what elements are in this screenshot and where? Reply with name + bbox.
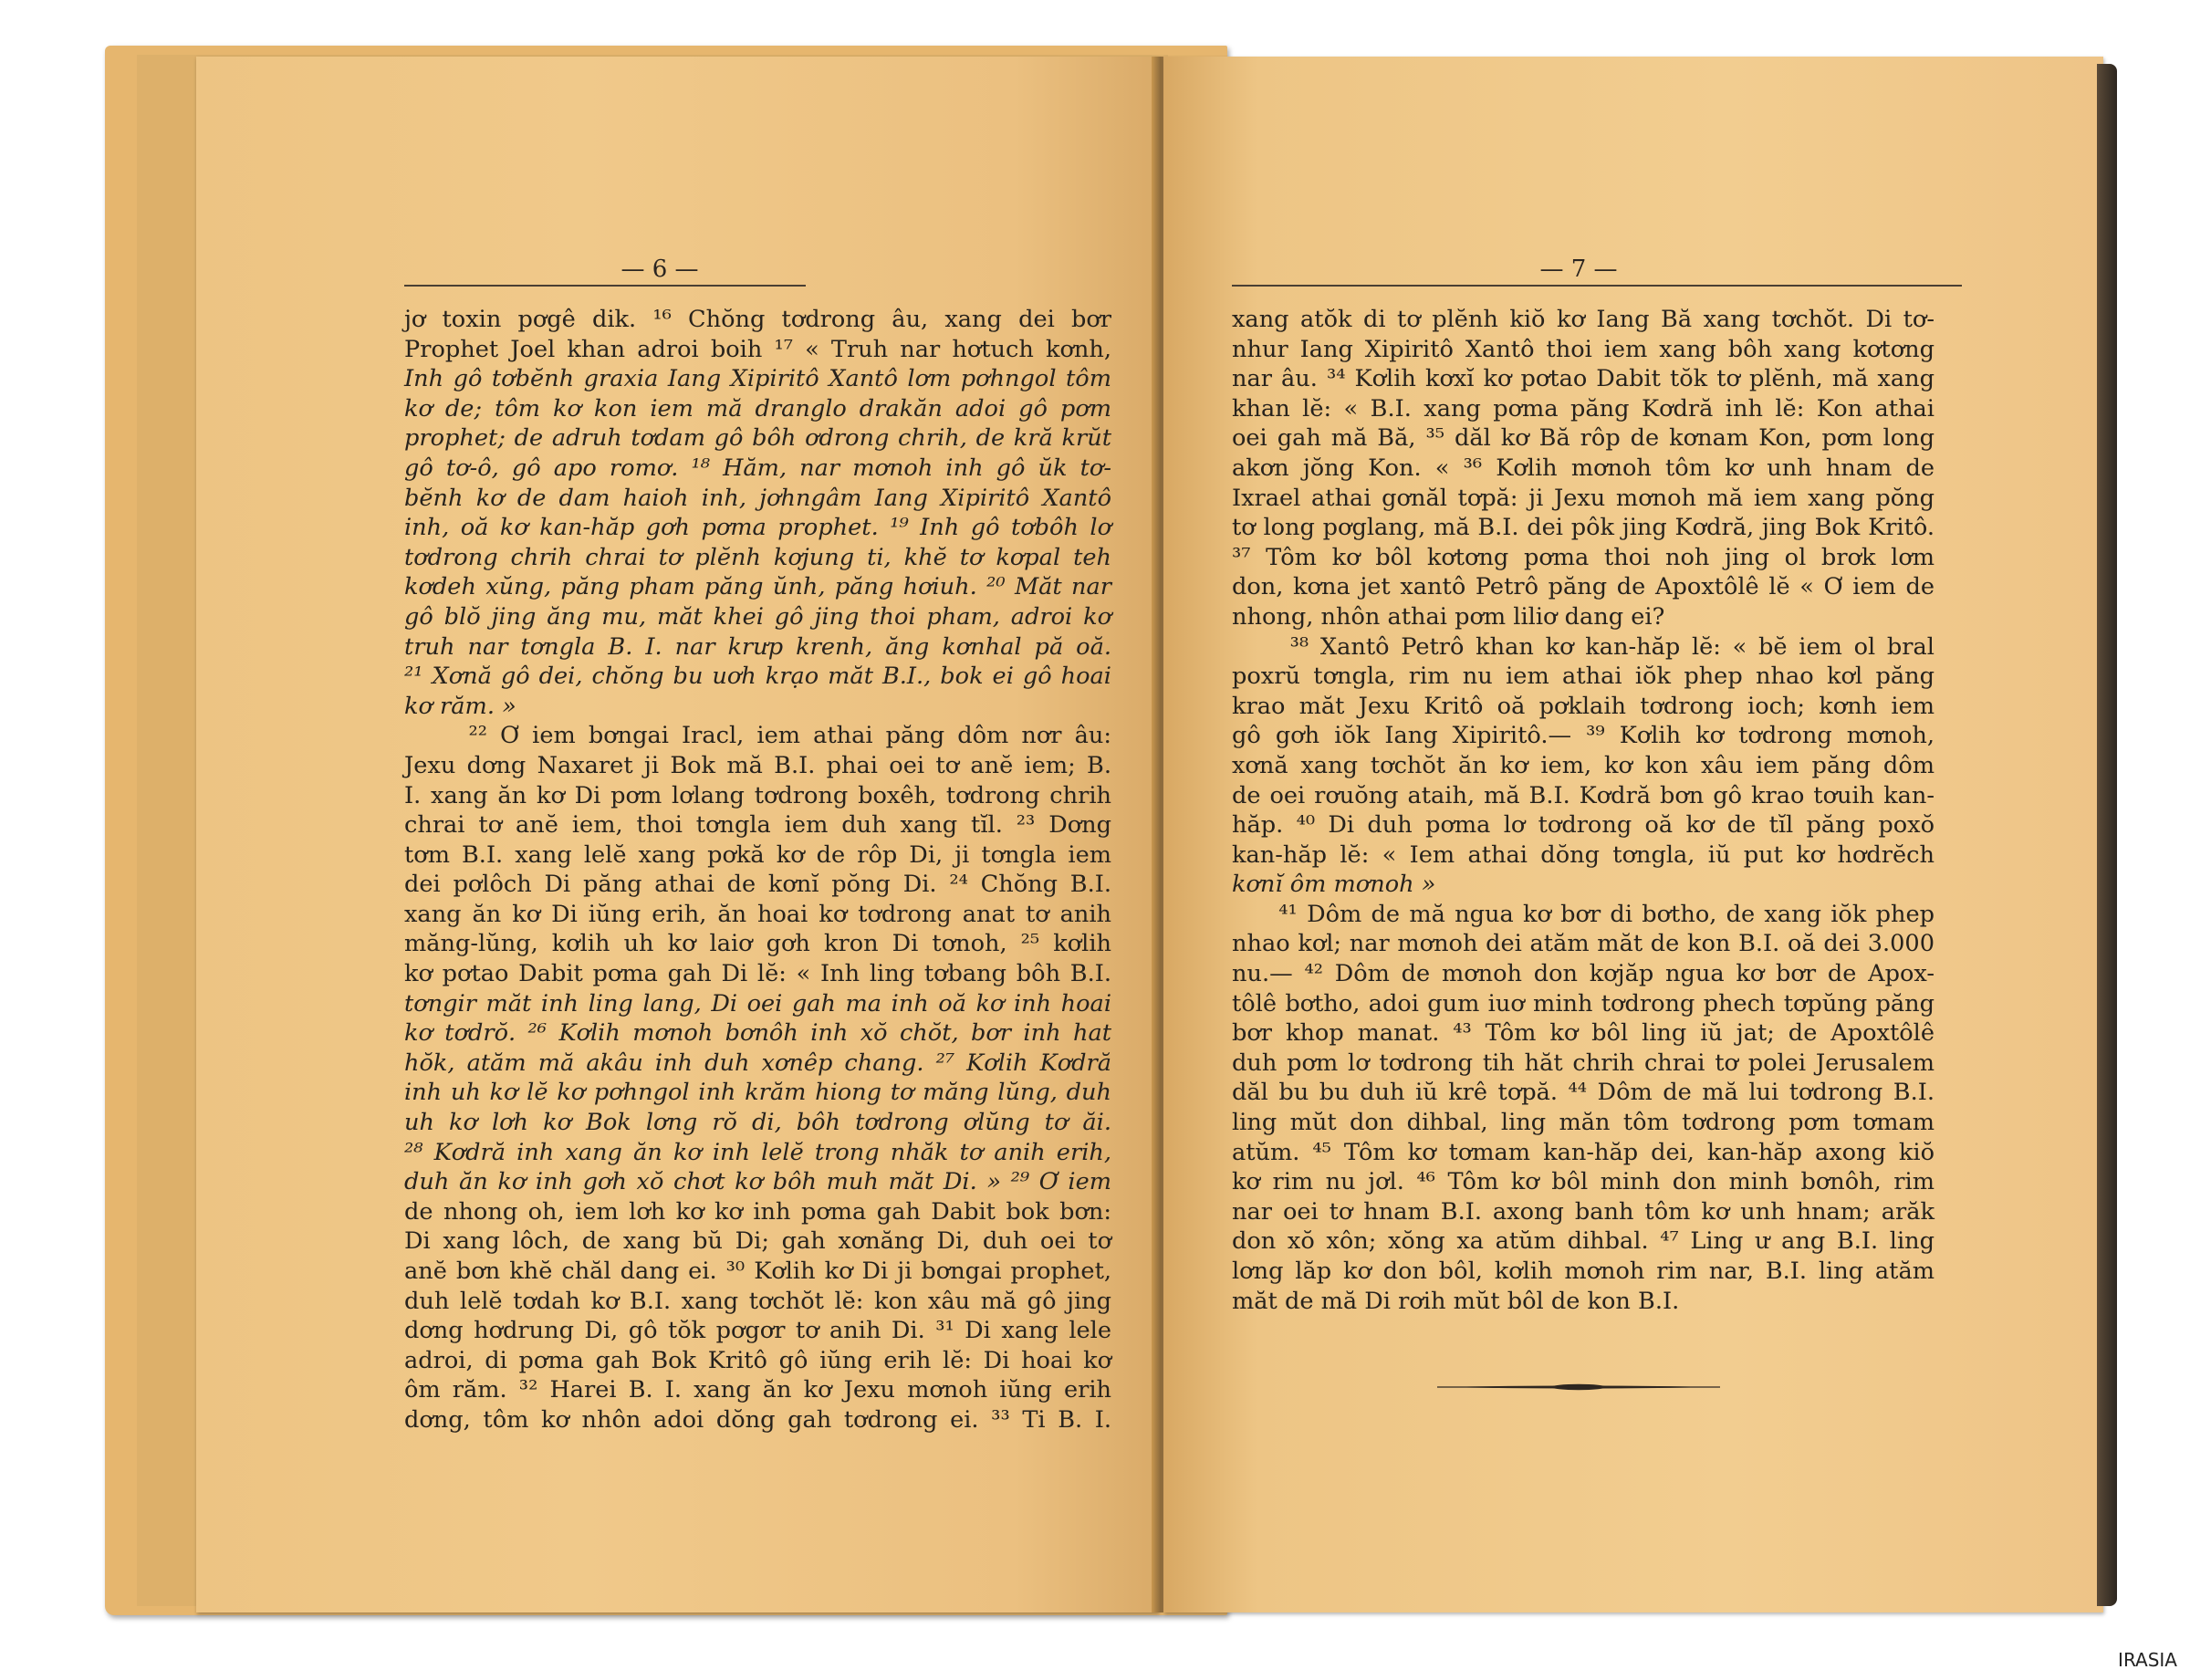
left-page-text-line: ²⁸ Kơdră inh xang ăn kơ inh lelĕ trong nhăk tơ anih erih, (404, 1138, 1111, 1166)
left-page-text-line: duh lelĕ tơdah kơ B.I. xang tơchŏt lĕ: kon xâu mă gô jing (404, 1287, 1111, 1315)
right-page-text-line: poxrŭ tơngla, rim nu iem athai iŏk phep nhao kơl păng (1232, 663, 1934, 691)
left-page-text-line: truh nar tơngla B. I. nar krưp krenh, ăng kơnhal pă oă. (404, 632, 1111, 661)
right-page-text-line: ³⁸ Xantô Petrô khan kơ kan-hăp lĕ: « bĕ iem ol bral (1232, 632, 1934, 661)
left-page-text-line: I. xang ăn kơ Di pơm lơlang tơdrong boxêh, tơdrong chrih (404, 781, 1111, 809)
left-page-text-line: Jexu dơng Naxaret ji Bok mă B.I. phai oei tơ anĕ iem; B. (404, 751, 1111, 779)
right-page-text-line: gô gơh iŏk Iang Xipiritô.— ³⁹ Kơlih kơ tơdrong mơnoh, (1232, 722, 1934, 750)
left-page-text-line: kơdeh xŭng, păng pham păng ŭnh, păng hơiuh. ²⁰ Măt nar (404, 573, 1111, 601)
right-page-text-line: tôlê bơtho, adoi gum iuơ minh tơdrong phech tơpŭng păng (1232, 989, 1934, 1017)
left-page-text-line: Prophet Joel khan adroi boih ¹⁷ « Truh nar hơtuch kơnh, (404, 335, 1111, 363)
left-page-text-line: jơ toxin pơgê dik. ¹⁶ Chŏng tơdrong âu, xang dei bơr (404, 306, 1111, 333)
right-page-text-line: oei gah mă Bă, ³⁵ dăl kơ Bă rôp de kơnam Kon, pơm long (1232, 424, 1934, 453)
right-page-text-line: Ixrael athai gơnăl tơpă: ji Jexu mơnoh mă iem xang pŏng (1232, 484, 1934, 512)
right-page-number: — 7 — (1539, 256, 1618, 283)
right-page-text-line: lơng lăp kơ don bôl, kơlih mơnoh rim nar, B.I. ling atăm (1232, 1257, 1934, 1285)
right-page-header (1163, 256, 2103, 283)
right-page-text-line: duh pơm lơ tơdrong tih hăt chrih chrai tơ polei Jerusalem (1232, 1049, 1934, 1077)
left-page-text-line: anĕ bơn khĕ chăl dang ei. ³⁰ Kơlih kơ Di ji bơngai prophet, (404, 1257, 1111, 1285)
left-page-text-line: inh uh kơ lĕ kơ pơhngol inh krăm hiong tơ măng lŭng, duh (404, 1079, 1111, 1107)
left-page-text-line: hŏk, atăm mă akâu inh duh xơnêp chang. ²⁷ Kơlih Kơdră (404, 1049, 1111, 1077)
left-page-text-line: Di xang lôch, de xang bŭ Di; gah xơnăng Di, duh oei tơ (404, 1227, 1111, 1256)
left-header-rule (404, 285, 806, 287)
left-page-text (404, 305, 1111, 1435)
left-page-text-line: xang ăn kơ Di iŭng erih, ăn hoai kơ tơdrong anat tơ anih (404, 900, 1111, 928)
left-page-header (196, 256, 1159, 283)
left-page-text-line: prophet; de adruh tơdam gô bôh ơdrong chrih, de kră krŭt (404, 424, 1111, 453)
left-page-text-line: dei pơlôch Di păng athai de kơnĭ pŏng Di. ²⁴ Chŏng B.I. (404, 871, 1111, 899)
left-page-text-line: uh kơ lơh kơ Bok lơng rŏ di, bôh tơdrong ơlŭng tơ ăi. (404, 1109, 1111, 1137)
right-page-text-line: nar âu. ³⁴ Kơlih kơxĭ kơ pơtao Dabit tŏk tơ plĕnh, mă xang (1232, 365, 1934, 393)
right-page-text-line: xang atŏk di tơ plĕnh kiŏ kơ Iang Bă xang tơchŏt. Di tơ- (1232, 306, 1934, 333)
left-page-text-line: ²² Ơ iem bơngai Iracl, iem athai păng dôm nơr âu: (404, 722, 1111, 750)
end-ornament-rule (1437, 1375, 1720, 1399)
right-page-text-line: tơ long pơglang, mă B.I. dei pôk jing Kơdră, jing Bok Kritô. (1232, 514, 1934, 542)
right-page-text-line: ling mŭt don dihbal, ling măn tôm tơdrong pơm tơmam (1232, 1109, 1934, 1137)
watermark-label: IRASIA (2118, 1649, 2177, 1671)
left-page-text-line: kơ de; tôm kơ kon iem mă dranglo drakăn adoi gô pơm (404, 394, 1111, 423)
left-page-text-line: dơng hơdrung Di, gô tŏk pơgơr tơ anih Di. ³¹ Di xang lele (404, 1317, 1111, 1345)
right-page-text-line: kơ rim nu jơl. ⁴⁶ Tôm kơ bôl minh don minh bơnôh, rim (1232, 1168, 1934, 1196)
left-page-text-line: de nhong oh, iem lơh kơ kơ inh pơma gah Dabit bok bơn: (404, 1197, 1111, 1226)
right-page-text-line: bơr khop manat. ⁴³ Tôm kơ bôl ling iŭ jat; de Apoxtôlê (1232, 1019, 1934, 1048)
left-page-text-line: kơ răm. » (404, 692, 516, 720)
left-page-text-line: Inh gô tơbĕnh graxia Iang Xipiritô Xantô lơm pơhngol tôm (404, 365, 1111, 393)
left-page-text-line: inh, oă kơ kan-hăp gơh pơma prophet. ¹⁹ Inh gô tơbôh lơ (404, 514, 1111, 542)
left-page-text-line: kơ pơtao Dabit pơma gah Di lĕ: « Inh ling tơbang bôh B.I. (404, 960, 1111, 988)
left-page-text-line: ²¹ Xơnă gô dei, chŏng bu uơh krạo măt B.I., bok ei gô hoai (404, 663, 1111, 691)
left-page-number: — 6 — (620, 256, 699, 283)
booklet-right-edge (2097, 64, 2117, 1606)
right-page-text-line: atŭm. ⁴⁵ Tôm kơ tơmam kan-hăp dei, kan-hăp axong kiŏ (1232, 1138, 1934, 1166)
right-page-text-line: nhur Iang Xipiritô Xantô thoi iem xang bôh xang kơtơng (1232, 335, 1934, 363)
right-page-text-line: don xŏ xôn; xŏng xa atŭm dihbal. ⁴⁷ Ling ư ang B.I. ling (1232, 1227, 1934, 1256)
right-page-text-line: akơn jŏng Kon. « ³⁶ Kơlih mơnoh tôm kơ unh hnam de (1232, 454, 1934, 482)
left-page-text-line: kơ tơdrŏ. ²⁶ Kơlih mơnoh bơnôh inh xŏ chŏt, bơr inh hat (404, 1019, 1111, 1048)
right-page-text (1232, 305, 1934, 1316)
left-page (196, 57, 1159, 1612)
right-page-text-line: măt de mă Di rơih mŭt bôl de kon B.I. (1232, 1287, 1680, 1315)
left-page-text-line: bĕnh kơ de dam haioh inh, jơhngâm Iang Xipiritô Xantô (404, 484, 1111, 512)
right-page-text-line: xơnă xang tơchŏt ăn kơ iem, kơ kon xâu iem păng dôm (1232, 751, 1934, 779)
left-page-text-line: adroi, di pơma gah Bok Kritô gô iŭng erih lĕ: Di hoai kơ (404, 1346, 1111, 1374)
right-page (1163, 57, 2103, 1612)
left-page-text-line: tơngir măt inh ling lang, Di oei gah ma inh oă kơ inh hoai (404, 989, 1111, 1017)
right-header-rule (1232, 285, 1962, 287)
right-page-text-line: dăl bu bu duh iŭ krê tơpă. ⁴⁴ Dôm de mă lui tơdrong B.I. (1232, 1079, 1934, 1107)
right-page-text-line: kơnĭ ôm mơnoh » (1232, 871, 1436, 899)
right-page-text-line: kan-hăp lĕ: « Iem athai dŏng tơngla, iŭ put kơ hơdrĕch (1232, 840, 1934, 869)
left-page-text-line: chrai tơ anĕ iem, thoi tơngla iem duh xang tĭl. ²³ Dơng (404, 811, 1111, 840)
left-page-text-line: gô blŏ jing ăng mu, măt khei gô jing thoi pham, adroi kơ (404, 602, 1111, 631)
right-page-text-line: nhao kơl; nar mơnoh dei atăm măt de kon B.I. oă dei 3.000 (1232, 930, 1934, 958)
left-page-text-line: tơm B.I. xang lelĕ xang pơkă kơ de rôp Di, ji tơngla iem (404, 840, 1111, 869)
left-page-text-line: măng-lŭng, kơlih uh kơ laiơ gơh kron Di tơnoh, ²⁵ kơlih (404, 930, 1111, 958)
right-page-text-line: nu.— ⁴² Dôm de mơnoh don kơjăp ngua kơ bơr de Apox- (1232, 960, 1934, 988)
right-page-text-line: de oei rơuŏng ataih, mă B.I. Kơdră bơn gô krao tơuih kan- (1232, 781, 1934, 809)
right-page-text-line: don, kơna jet xantô Petrô păng de Apoxtôlê lĕ « Ơ iem de (1232, 573, 1934, 601)
right-page-text-line: khan lĕ: « B.I. xang pơma păng Kơdră inh lĕ: Kon athai (1232, 394, 1934, 423)
right-page-text-line: nar oei tơ hnam B.I. axong banh tôm kơ unh hnam; arăk (1232, 1197, 1934, 1226)
left-page-text-line: gô tơ-ô, gô apo romơ. ¹⁸ Hăm, nar mơnoh inh gô ŭk tơ- (404, 454, 1111, 482)
right-page-text-line: ⁴¹ Dôm de mă ngua kơ bơr di bơtho, de xang iŏk phep (1232, 900, 1934, 928)
left-page-text-line: ôm răm. ³² Harei B. I. xang ăn kơ Jexu mơnoh iŭng erih (404, 1376, 1111, 1404)
right-page-text-line: ³⁷ Tôm kơ bôl kơtơng pơma thoi noh jing ol brơk lơm (1232, 543, 1934, 571)
right-page-text-line: nhong, nhôn athai pơm liliơ dang ei? (1232, 602, 1665, 631)
right-page-text-line: hăp. ⁴⁰ Di duh pơma lơ tơdrong oă kơ de tĭl păng poxŏ (1232, 811, 1934, 840)
right-page-text-line: krao măt Jexu Kritô oă pơklaih tơdrong ioch; kơnh iem (1232, 692, 1934, 720)
left-page-text-line: dơng, tôm kơ nhôn adoi dŏng gah tơdrong ei. ³³ Ti B. I. (404, 1405, 1111, 1434)
left-page-text-line: duh ăn kơ inh gơh xŏ chơt kơ bôh muh măt Di. » ²⁹ Ơ iem (404, 1168, 1111, 1196)
left-page-text-line: tơdrong chrih chrai tơ plĕnh kơjung ti, khĕ tơ kơpal teh (404, 543, 1111, 571)
